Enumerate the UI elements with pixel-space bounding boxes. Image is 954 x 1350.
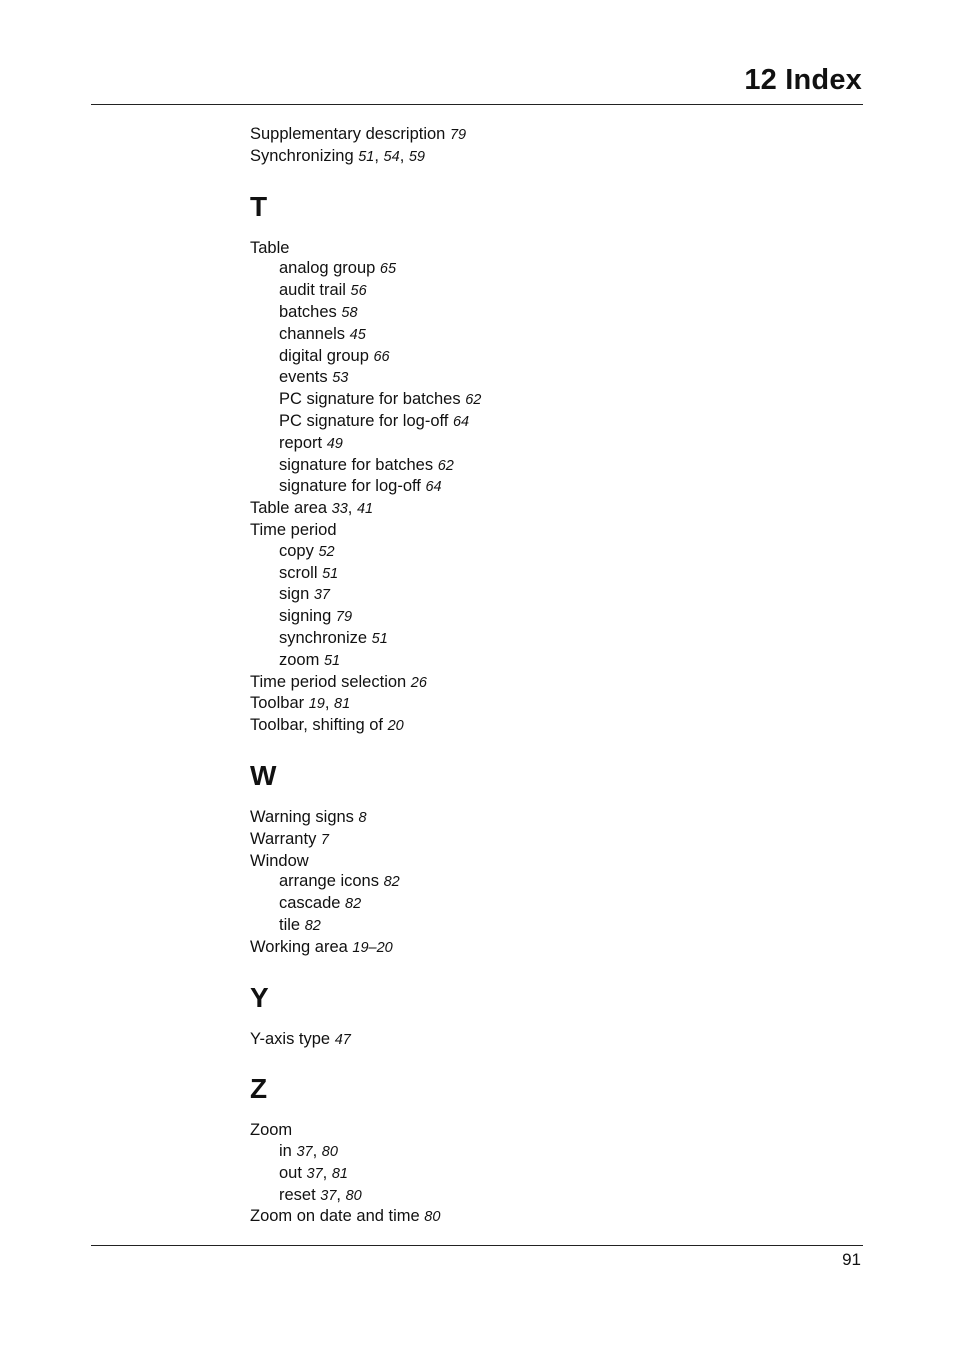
index-subentry [250, 367, 850, 389]
index-subentry [250, 628, 850, 650]
footer-rule [91, 1245, 863, 1246]
entry-term: signature for batches [279, 455, 438, 474]
entry-term: analog group [279, 259, 380, 278]
index-subentry [250, 346, 850, 368]
page-reference: 45 [349, 326, 366, 343]
entry-term: PC signature for batches [279, 390, 466, 409]
entry-term: Warning signs [250, 807, 359, 826]
page-reference: 37 [320, 1187, 337, 1204]
page-reference: 52 [318, 543, 335, 560]
page-reference: 80 [345, 1187, 362, 1204]
index-entry [250, 937, 850, 959]
intro-entries [250, 124, 850, 168]
page-reference: 79 [335, 609, 353, 626]
page-reference: 66 [373, 348, 390, 365]
entry-term: Supplementary description [250, 125, 450, 143]
index-subentry [250, 411, 850, 433]
index-section [250, 759, 850, 959]
index-entry [250, 520, 850, 541]
index-subentry [250, 280, 850, 302]
index-entry [250, 1029, 850, 1051]
page-reference: 62 [465, 392, 482, 409]
entry-term: copy [279, 541, 319, 560]
index-subentry [250, 258, 850, 280]
index-entry [250, 807, 850, 829]
index-section [250, 190, 850, 737]
index-subentry [250, 650, 850, 672]
index-entry: Table area 33, 41 [250, 499, 374, 518]
page-reference: 62 [437, 457, 454, 474]
page-reference: 82 [345, 896, 362, 913]
entry-term: cascade [279, 894, 346, 913]
entry-term: channels [279, 324, 350, 343]
index-entry [250, 715, 850, 737]
page-reference: 64 [425, 479, 442, 496]
index-subentry: out 37, 81 [279, 1163, 348, 1182]
page-reference: 19–20 [352, 939, 393, 956]
entry-term: tile [279, 915, 305, 934]
entry-term: Warranty [250, 829, 321, 848]
entry-term: Table [250, 238, 290, 257]
index-subentry [250, 915, 850, 937]
index-subentry: reset 37, 80 [279, 1185, 362, 1204]
entry-term: in [279, 1142, 297, 1161]
page-reference: 51 [323, 652, 341, 669]
index-entry [250, 829, 850, 851]
entry-term: batches [279, 302, 342, 321]
entry-term: Toolbar, shifting of [250, 716, 388, 735]
index-subentry [250, 476, 850, 498]
index-subentry [250, 541, 850, 563]
entry-term: Synchronizing [250, 146, 359, 165]
index-entry [250, 1206, 850, 1228]
entry-term: Working area [250, 937, 353, 956]
index-entry: Synchronizing 51, 54, 59 [250, 146, 425, 165]
index-subentry [250, 455, 850, 477]
page-reference: 51 [322, 565, 339, 582]
entry-term: report [279, 433, 327, 452]
page-reference: 82 [304, 917, 321, 934]
index-subentry [250, 584, 850, 606]
page-reference: 82 [383, 874, 400, 891]
index-subentry: in 37, 80 [279, 1142, 338, 1161]
entry-term: events [279, 368, 333, 387]
index-subentry [250, 871, 850, 893]
entry-term: audit trail [279, 281, 351, 300]
entry-term: signing [279, 607, 336, 626]
page-title: 12 Index [744, 64, 862, 96]
page-reference: 8 [358, 809, 367, 826]
section-letter: Z [250, 1073, 268, 1105]
page-reference: 41 [356, 501, 374, 518]
page-reference: 80 [424, 1209, 441, 1226]
index-subentry [250, 433, 850, 455]
section-letter: W [250, 759, 277, 791]
index-subentry [250, 893, 850, 915]
index-entry [250, 1120, 850, 1141]
index-entry: Toolbar 19, 81 [250, 694, 351, 713]
index-subentry [250, 563, 850, 585]
page-reference: 19 [308, 696, 325, 713]
index-entry [250, 672, 850, 694]
entry-term: Zoom [250, 1121, 293, 1140]
section-letter: T [250, 190, 268, 222]
entry-term: reset [279, 1185, 321, 1204]
page-number: 91 [842, 1250, 861, 1269]
page-reference: 64 [452, 413, 470, 430]
entry-term: Toolbar [250, 694, 309, 713]
page-reference: 47 [334, 1031, 351, 1048]
page-reference: 37 [306, 1165, 323, 1182]
entry-term: PC signature for log-off [279, 411, 453, 430]
page-reference: 54 [383, 148, 400, 165]
page-reference: 20 [387, 718, 404, 735]
page-reference: 56 [350, 283, 367, 300]
index-entry [250, 238, 850, 259]
index-subentry [250, 324, 850, 346]
page-reference: 58 [341, 304, 358, 321]
entry-term: out [279, 1163, 307, 1182]
page-reference: 81 [334, 696, 351, 713]
index-subentry [250, 302, 850, 324]
page-reference: 33 [331, 501, 348, 518]
index-content [250, 124, 850, 1228]
index-section [250, 1075, 850, 1228]
entry-term: Window [250, 851, 309, 870]
page-reference: 79 [449, 127, 467, 143]
page-reference: 51 [371, 630, 388, 647]
entry-term: digital group [279, 346, 374, 365]
page-reference: 65 [379, 261, 397, 278]
index-subentry [250, 606, 850, 628]
header-rule [91, 104, 863, 105]
entry-term: Zoom on date and time [250, 1207, 425, 1226]
page-reference: 53 [332, 370, 349, 387]
page-reference: 7 [320, 831, 329, 848]
entry-term: zoom [279, 650, 324, 669]
index-entry [250, 124, 850, 146]
page-reference: 51 [358, 148, 375, 165]
entry-term: Table area [250, 499, 332, 518]
section-letter: Y [250, 981, 269, 1013]
entry-term: signature for log-off [279, 477, 426, 496]
entry-term: synchronize [279, 628, 372, 647]
entry-term: scroll [279, 563, 323, 582]
entry-term: Time period [250, 520, 337, 539]
index-sections [250, 190, 850, 1229]
page-reference: 59 [408, 148, 425, 165]
page-reference: 81 [331, 1165, 348, 1182]
entry-term: sign [279, 585, 314, 604]
entry-term: arrange icons [279, 872, 384, 891]
page-reference: 26 [410, 674, 427, 691]
entry-term: Time period selection [250, 672, 411, 691]
page-reference: 49 [326, 435, 343, 452]
entry-term: Y-axis type [250, 1029, 335, 1048]
page-reference: 80 [321, 1144, 338, 1161]
index-section [250, 981, 850, 1051]
page-reference: 37 [296, 1144, 313, 1161]
index-subentry [250, 389, 850, 411]
index-entry [250, 851, 850, 872]
page-reference: 37 [313, 587, 330, 604]
